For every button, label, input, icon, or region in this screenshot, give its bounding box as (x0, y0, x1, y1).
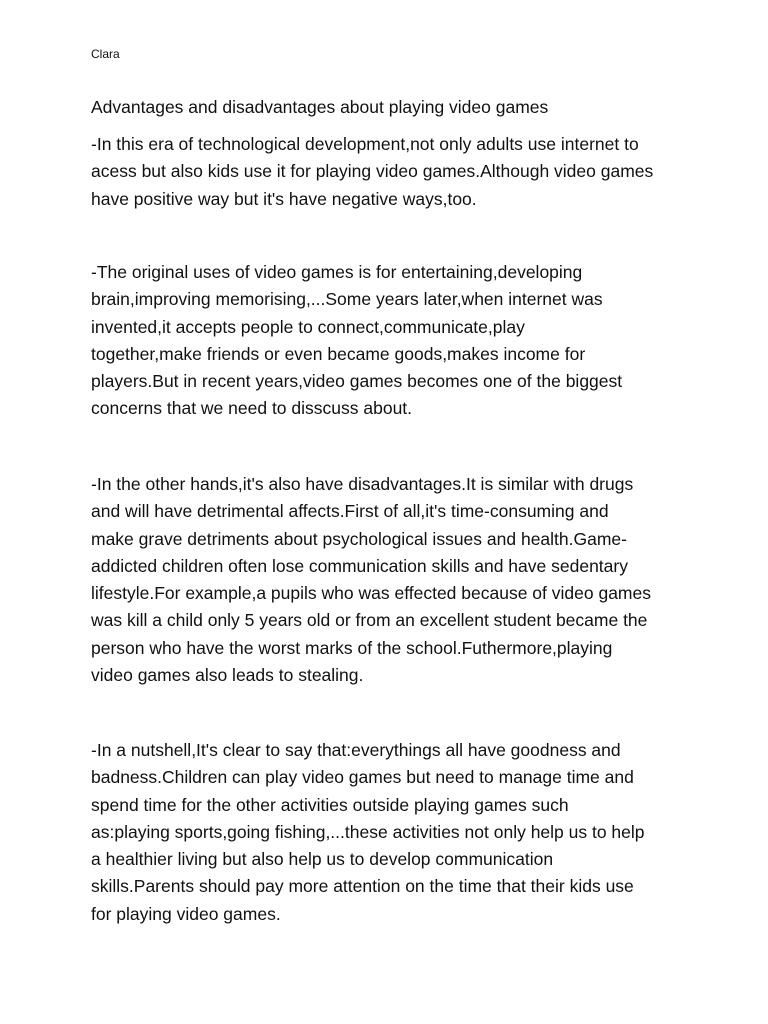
text-line: lifestyle.For example,a pupils who was effected because of video games (91, 583, 651, 604)
paragraph-disadvantages (91, 471, 651, 689)
text-line: a healthier living but also help us to develop communication (91, 849, 554, 870)
paragraph-advantages (91, 259, 622, 423)
text-line: and will have detrimental affects.First of all,it's time-consuming and (91, 501, 609, 522)
text-line: concerns that we need to disscuss about. (91, 398, 413, 419)
text-line: -In this era of technological development,not only adults use internet to (91, 134, 639, 154)
paragraph-introduction (91, 131, 653, 213)
paragraph-conclusion (91, 737, 645, 928)
text-line: brain,improving memorising,...Some years later,when internet was (91, 289, 603, 310)
text-line: for playing video games. (91, 903, 281, 924)
document-title: Advantages and disadvantages about playing video games (91, 97, 549, 117)
text-line: video games also leads to stealing. (91, 665, 364, 686)
text-line: addicted children often lose communication skills and have sedentary (91, 555, 628, 576)
text-line: spend time for the other activities outside playing games such (91, 794, 569, 815)
text-line: skills.Parents should pay more attention on the time that their kids use (91, 876, 634, 897)
text-line: person who have the worst marks of the school.Futhermore,playing (91, 637, 613, 658)
text-line: as:playing sports,going fishing,...these activities not only help us to help (91, 821, 645, 842)
text-line: acess but also kids use it for playing video games.Although video games (91, 161, 654, 182)
text-line: was kill a child only 5 years old or from an excellent student became the (91, 610, 648, 631)
text-line: badness.Children can play video games but need to manage time and (91, 767, 634, 788)
text-line: -In a nutshell,It's clear to say that:everythings all have goodness and (91, 740, 621, 760)
text-line: make grave detriments about psychological issues and health.Game- (91, 528, 627, 549)
text-line: -The original uses of video games is for entertaining,developing (91, 262, 583, 282)
author-name: Clara (91, 47, 120, 61)
text-line: together,make friends or even became goods,makes income for (91, 343, 586, 364)
text-line: -In the other hands,it's also have disadvantages.It is similar with drugs (91, 474, 634, 494)
text-line: have positive way but it's have negative ways,too. (91, 188, 477, 209)
text-line: invented,it accepts people to connect,communicate,play (91, 316, 525, 337)
text-line: players.But in recent years,video games becomes one of the biggest (91, 371, 623, 392)
